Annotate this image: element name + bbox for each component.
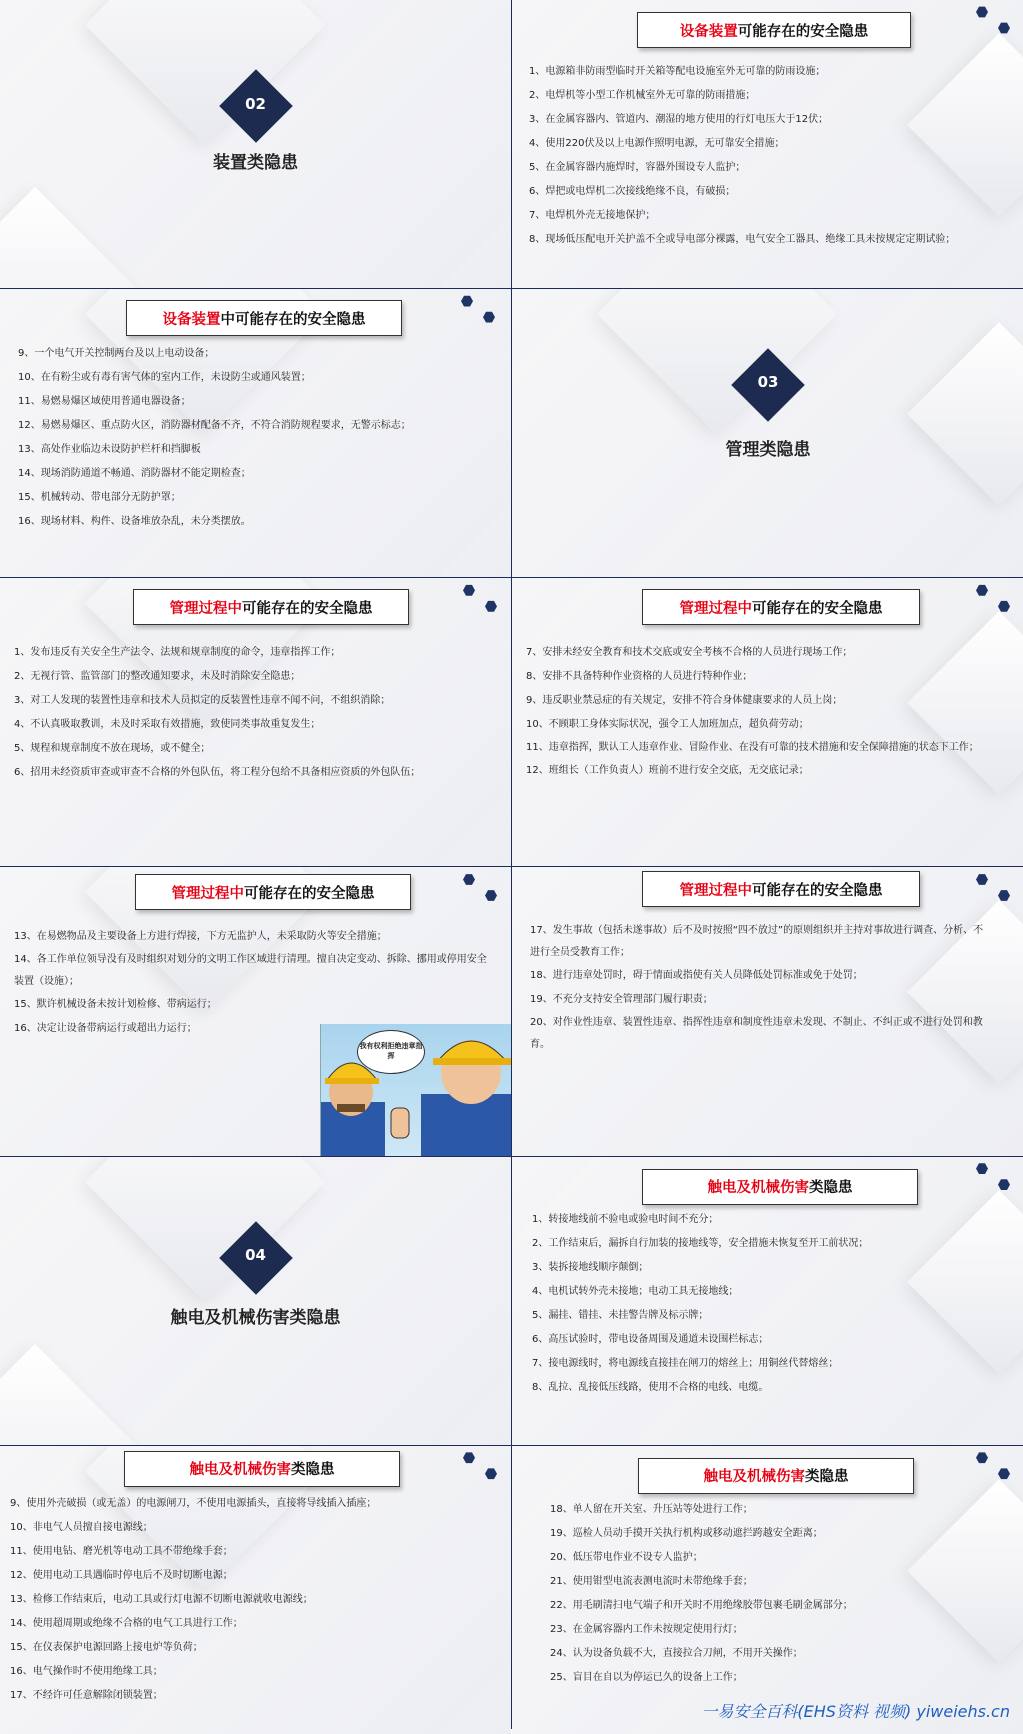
- list-item: 7、接电源线时，将电源线直接挂在闸刀的熔丝上；用铜丝代替熔丝；: [532, 1357, 839, 1369]
- list-item: 1、发布违反有关安全生产法令、法规和规章制度的命令，违章指挥工作；: [14, 647, 341, 659]
- title-text: 可能存在的安全隐患: [737, 23, 869, 40]
- slide-management-hazards-2: [512, 578, 1023, 866]
- list-item: 3、对工人发现的装置性违章和技术人员拟定的反装置性违章不闻不问，不组织消除；: [14, 695, 391, 707]
- list-item: 15、默许机械设备未按计划检修、带病运行；: [14, 999, 217, 1011]
- title-text: 可能存在的安全隐患: [242, 600, 373, 617]
- list-item: 20、对作业性违章、装置性违章、指挥性违章和制度性违章未发现、不制止、不纠正或不进行处罚和教育。: [530, 1017, 983, 1051]
- list-item: 10、非电气人员擅自接电源线；: [10, 1521, 153, 1533]
- title-highlight: 管理过程中: [169, 600, 242, 617]
- title-text: 类隐患: [291, 1462, 335, 1479]
- hexagon-dots-icon: [976, 6, 1016, 42]
- slide-electric-hazards-3: [512, 1446, 1023, 1734]
- list-item: 11、易燃易爆区域使用普通电器设备；: [18, 396, 191, 408]
- hexagon-dots-icon: [976, 873, 1016, 909]
- list-item: 12、班组长（工作负责人）班前不进行安全交底，无交底记录；: [526, 765, 809, 777]
- list-item: 11、使用电钻、磨光机等电动工具不带绝缘手套；: [10, 1545, 233, 1557]
- hazard-list: [512, 1208, 1023, 1400]
- list-item: 1、转接地线前不验电或验电时间不充分；: [532, 1213, 719, 1225]
- section-number: 02: [245, 95, 266, 113]
- title-highlight: 管理过程中: [679, 600, 752, 617]
- list-item: 6、焊把或电焊机二次接线绝缘不良，有破损；: [529, 186, 736, 197]
- list-item: 4、使用220伏及以上电源作照明电源，无可靠安全措施；: [529, 138, 785, 149]
- slide-electric-hazards-1: [512, 1157, 1023, 1445]
- slide-title: [135, 874, 411, 910]
- section-title: 触电及机械伤害类隐患: [170, 1307, 341, 1328]
- list-item: 17、发生事故（包括未遂事故）后不及时按照“四不放过”的原则组织并主持对事故进行调查、分析、不进行全员受教育工作；: [530, 925, 984, 959]
- decor-diamond: [597, 289, 837, 434]
- hazard-list: [0, 342, 511, 534]
- list-item: 12、易燃易爆区、重点防火区，消防器材配备不齐，不符合消防规程要求，无警示标志；: [18, 420, 411, 432]
- list-item: 19、巡检人员动手摸开关执行机构或移动遮拦跨越安全距离；: [550, 1527, 823, 1539]
- section-title: 装置类隐患: [213, 153, 298, 173]
- section-number: 04: [245, 1245, 266, 1264]
- slide-section-03: [512, 289, 1023, 577]
- slide-management-hazards-1: [0, 578, 511, 866]
- list-item: 3、在金属容器内、管道内、潮湿的地方使用的行灯电压大于12伏；: [529, 114, 829, 125]
- list-item: 8、现场低压配电开关护盖不全或导电部分裸露，电气安全工器具、绝缘工具未按规定定期试验；: [529, 234, 956, 245]
- title-text: 类隐患: [805, 1469, 849, 1486]
- list-item: 4、不认真吸取教训，未及时采取有效措施，致使同类事故重复发生；: [14, 719, 321, 731]
- list-item: 23、在金属容器内工作未按规定使用行灯；: [550, 1623, 743, 1635]
- watermark: 一易安全百科(EHS资料 视频) yiweiehs.cn: [701, 1701, 1010, 1721]
- hexagon-dots-icon: [976, 584, 1016, 620]
- hazard-list: [512, 1498, 1023, 1690]
- slide-title: [126, 300, 402, 336]
- list-item: 9、使用外壳破损（或无盖）的电源闸刀，不使用电源插头，直接将导线插入插座；: [10, 1497, 377, 1509]
- list-item: 13、在易燃物品及主要设备上方进行焊接，下方无监护人，未采取防火等安全措施；: [14, 931, 387, 943]
- title-highlight: 设备装置: [162, 311, 221, 328]
- slide-title: [642, 871, 920, 907]
- title-highlight: 管理过程中: [171, 885, 244, 902]
- list-item: 14、各工作单位领导没有及时组织对划分的文明工作区域进行清理。擅自决定变动、拆除、挪用或停用安全装置（设施）；: [14, 954, 487, 988]
- slide-title: [642, 1169, 918, 1205]
- list-item: 6、招用未经资质审查或审查不合格的外包队伍，将工程分包给不具备相应资质的外包队伍；: [14, 767, 421, 779]
- decor-diamond: [0, 1344, 141, 1445]
- list-item: 2、无视行管、监管部门的整改通知要求，未及时消除安全隐患；: [14, 671, 301, 683]
- speech-bubble: 我有权利拒绝违章指挥: [357, 1030, 425, 1074]
- list-item: 10、在有粉尘或有毒有害气体的室内工作，未设防尘或通风装置；: [18, 372, 311, 384]
- decor-diamond: [85, 0, 325, 145]
- list-item: 3、装拆接地线顺序颠倒；: [532, 1261, 649, 1273]
- slide-title: [637, 12, 911, 48]
- title-highlight: 触电及机械伤害: [707, 1180, 809, 1197]
- list-item: 9、一个电气开关控制两台及以上电动设备；: [18, 348, 215, 360]
- list-item: 14、使用超周期或绝缘不合格的电气工具进行工作；: [10, 1617, 243, 1629]
- title-text: 可能存在的安全隐患: [752, 882, 883, 899]
- list-item: 17、不经许可任意解除闭锁装置；: [10, 1689, 163, 1701]
- list-item: 24、认为设备负载不大，直接拉合刀闸，不用开关操作；: [550, 1647, 803, 1659]
- section-number: 03: [757, 373, 779, 392]
- slide-device-hazards-2: [0, 289, 511, 577]
- list-item: 13、检修工作结束后，电动工具或行灯电源不切断电源就收电源线；: [10, 1593, 313, 1605]
- title-highlight: 设备装置: [679, 23, 738, 40]
- list-item: 10、不顾职工身体实际状况，强令工人加班加点，超负荷劳动；: [526, 719, 809, 731]
- hazard-list: [0, 641, 511, 785]
- title-text: 可能存在的安全隐患: [752, 600, 883, 617]
- list-item: 5、规程和规章制度不放在现场，或不健全；: [14, 743, 211, 755]
- list-item: 22、用毛刷清扫电气端子和开关时不用绝缘胶带包裹毛刷金属部分；: [550, 1599, 853, 1611]
- list-item: 1、电源箱非防雨型临时开关箱等配电设施室外无可靠的防雨设施；: [529, 66, 826, 77]
- slide-title: [124, 1451, 400, 1487]
- list-item: 18、单人留在开关室、升压站等处进行工作；: [550, 1503, 753, 1515]
- slide-electric-hazards-2: [0, 1446, 511, 1734]
- hexagon-dots-icon: [461, 295, 501, 331]
- list-item: 25、盲目在自以为停运已久的设备上工作；: [550, 1671, 743, 1683]
- list-item: 7、安排未经安全教育和技术交底或安全考核不合格的人员进行现场工作；: [526, 647, 853, 659]
- list-item: 8、安排不具备特种作业资格的人员进行特种作业；: [526, 671, 753, 683]
- hexagon-dots-icon: [976, 1452, 1016, 1488]
- slide-section-04: [0, 1157, 511, 1445]
- cartoon-illustration: [320, 1024, 511, 1156]
- list-item: 20、低压带电作业不设专人监护；: [550, 1551, 703, 1563]
- title-text: 可能存在的安全隐患: [244, 885, 375, 902]
- list-item: 5、在金属容器内施焊时，容器外围设专人监护；: [529, 162, 746, 173]
- decor-diamond: [907, 322, 1023, 506]
- hazard-list: [512, 641, 1023, 783]
- hexagon-dots-icon: [463, 873, 503, 909]
- list-item: 16、决定让设备带病运行或超出力运行；: [14, 1023, 197, 1035]
- list-item: 15、在仪表保护电源回路上接电炉等负荷；: [10, 1641, 203, 1653]
- list-item: 16、现场材料、构件、设备堆放杂乱，未分类摆放。: [18, 516, 251, 528]
- hexagon-dots-icon: [463, 584, 503, 620]
- slide-title: [638, 1458, 914, 1494]
- list-item: 6、高压试验时，带电设备周围及通道未设围栏标志；: [532, 1333, 769, 1345]
- title-highlight: 管理过程中: [679, 882, 752, 899]
- list-item: 12、使用电动工具遇临时停电后不及时切断电源；: [10, 1569, 233, 1581]
- hazard-list: [512, 60, 1023, 252]
- list-item: 2、工作结束后，漏拆自行加装的接地线等，安全措施未恢复至开工前状况；: [532, 1237, 869, 1249]
- decor-diamond: [85, 1157, 325, 1302]
- list-item: 18、进行违章处罚时，碍于情面或指使有关人员降低处罚标准或免于处罚；: [530, 970, 863, 982]
- list-item: 11、违章指挥，默认工人违章作业、冒险作业、在没有可靠的技术措施和安全保障措施的状态下工作；: [526, 742, 979, 754]
- hexagon-dots-icon: [976, 1163, 1016, 1199]
- hexagon-dots-icon: [463, 1452, 503, 1488]
- hazard-list: [512, 920, 1023, 1056]
- slide-section-02: [0, 0, 511, 288]
- list-item: 19、不充分支持安全管理部门履行职责；: [530, 994, 713, 1006]
- title-text: 中可能存在的安全隐患: [220, 311, 366, 328]
- list-item: 14、现场消防通道不畅通、消防器材不能定期检查；: [18, 468, 251, 480]
- slide-management-hazards-3: [0, 867, 511, 1155]
- list-item: 9、违反职业禁忌症的有关规定，安排不符合身体健康要求的人员上岗；: [526, 695, 843, 707]
- slide-title: [642, 589, 920, 625]
- list-item: 4、电机试转外壳未接地；电动工具无接地线；: [532, 1285, 739, 1297]
- list-item: 7、电焊机外壳无接地保护；: [529, 210, 656, 221]
- list-item: 13、高处作业临边未设防护栏杆和挡脚板: [18, 444, 201, 456]
- title-highlight: 触电及机械伤害: [189, 1462, 291, 1479]
- section-title: 管理类隐患: [725, 440, 811, 461]
- hazard-list: [0, 1492, 511, 1708]
- list-item: 5、漏挂、错挂、未挂警告牌及标示牌；: [532, 1309, 709, 1321]
- list-item: 8、乱拉、乱接低压线路，使用不合格的电线、电缆。: [532, 1381, 769, 1393]
- title-highlight: 触电及机械伤害: [703, 1469, 805, 1486]
- slide-device-hazards-1: [512, 0, 1023, 288]
- list-item: 15、机械转动、带电部分无防护罩；: [18, 492, 181, 504]
- list-item: 2、电焊机等小型工作机械室外无可靠的防雨措施；: [529, 90, 756, 101]
- list-item: 21、使用钳型电流表测电流时未带绝缘手套；: [550, 1575, 753, 1587]
- decor-diamond: [0, 187, 141, 288]
- title-text: 类隐患: [809, 1180, 853, 1197]
- slide-management-hazards-4: [512, 867, 1023, 1155]
- slide-title: [133, 589, 409, 625]
- list-item: 16、电气操作时不使用绝缘工具；: [10, 1665, 163, 1677]
